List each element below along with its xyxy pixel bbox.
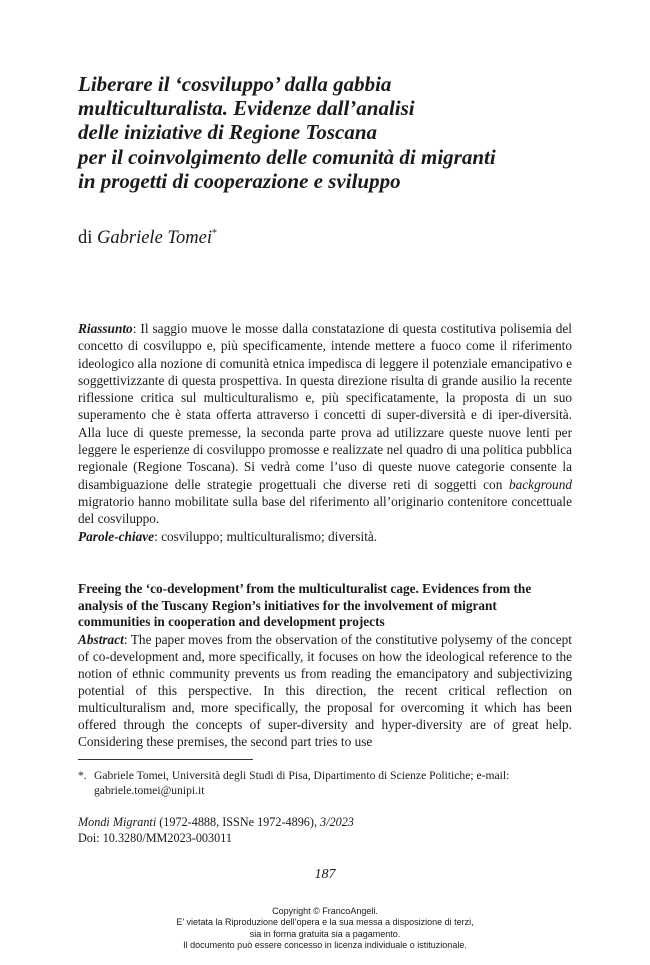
article-title bbox=[78, 72, 598, 193]
english-title: Freeing the ‘co-development’ from the multiculturalist cage. Evidences from the analysis of the Tuscany Region’s initiatives for the involvement of migrant communities in cooperation and development projects bbox=[78, 581, 532, 630]
journal-issn: (1972-4888, ISSNe 1972-4896), bbox=[156, 815, 321, 829]
title-line: per il coinvolgimento delle comunità di migranti bbox=[78, 144, 496, 169]
copyright-notice bbox=[0, 906, 650, 951]
keywords-label: Parole-chiave bbox=[78, 528, 155, 544]
copyright-line: Il documento può essere concesso in licenza individuale o istituzionale. bbox=[183, 939, 467, 950]
abstract-en-paragraph bbox=[78, 631, 572, 750]
author-name: Gabriele Tomei bbox=[97, 228, 212, 248]
abstract-en-label: Abstract bbox=[78, 632, 124, 647]
italian-abstract bbox=[78, 320, 572, 545]
abstract-it-italic-term: background bbox=[508, 476, 572, 492]
author-line bbox=[78, 228, 217, 249]
footnote-divider bbox=[78, 759, 253, 760]
english-abstract bbox=[78, 631, 572, 750]
journal-citation bbox=[78, 815, 354, 846]
author-footnote-marker[interactable]: * bbox=[211, 227, 217, 239]
footnote-email[interactable]: gabriele.tomei@unipi.it bbox=[94, 784, 205, 798]
abstract-it-label: Riassunto bbox=[78, 321, 133, 336]
title-line: multiculturalista. Evidenze dall’analisi bbox=[78, 96, 415, 121]
journal-issue: 3/2023 bbox=[320, 815, 354, 829]
author-prefix: di bbox=[78, 228, 93, 248]
abstract-it-text: : Il saggio muove le mosse dalla constatazione di questa costitutiva polisemia del concetto di cosviluppo e, più specificamente, intende mettere a fuoco come il riferimento ideologico alla nozione di comunità etnica impedisca di leggere il potenziale emancipativo e soggettivizzante di questa prospettiva. In questa direzione risulta di grande ausilio la recente riflessione critica sul multiculturalismo e, più specificatamente, la proposta di un suo superamento che è stata offerta attraverso i concetti di super-diversità e di iper-diversità. Alla luce di queste premesse, la seconda parte prova ad utilizzare queste nuove lenti per leggere le esperienze di cosviluppo promosse e realizzate nel quadro di una politica pubblica regionale (Regione Toscana). Si vedrà come l’uso di queste nuove categorie consente la disambiguazione delle strategie progettuali che diverse reti di soggetti con bbox=[78, 321, 572, 492]
footnote-affiliation: Gabriele Tomei, Università degli Studi di Pisa, Dipartimento di Scienze Politiche; e-mail: bbox=[94, 769, 510, 782]
abstract-it-text-end: migratorio hanno mobilitate sulla base del riferimento all’originario contenitore concettuale del cosviluppo. bbox=[78, 493, 572, 527]
page-number: 187 bbox=[314, 867, 336, 882]
abstract-en-text: : The paper moves from the observation of the constitutive polysemy of the concept of co-development and, more specifically, it focuses on how the ideological reference to the notion of ethnic community prevents us from reading the emancipatory and subjectivizing potential of this perspective. In this direction, the recent critical reflection on multiculturalism and, more specifically, the proposal for overcoming it which has been offered through the concepts of super-diversity and hyper-diversity are of great help. Considering these premises, the second part tries to use bbox=[78, 632, 572, 749]
journal-name: Mondi Migranti bbox=[78, 815, 157, 829]
footnote-mark: *. bbox=[78, 769, 87, 782]
footnote bbox=[78, 768, 572, 799]
title-line: in progetti di cooperazione e sviluppo bbox=[78, 168, 401, 193]
copyright-line: Copyright © FrancoAngeli. bbox=[272, 906, 378, 916]
keywords-it bbox=[78, 528, 572, 545]
journal-doi[interactable]: Doi: 10.3280/MM2023-003011 bbox=[78, 830, 232, 845]
copyright-line: sia in forma gratuita sia a pagamento. bbox=[249, 928, 401, 939]
abstract-it-paragraph bbox=[78, 320, 572, 528]
copyright-line: E’ vietata la Riproduzione dell’opera e la sua messa a disposizione di terzi, bbox=[176, 917, 474, 928]
keywords-text: : cosviluppo; multiculturalismo; diversità. bbox=[154, 528, 378, 544]
title-line: Liberare il ‘cosviluppo’ dalla gabbia bbox=[78, 72, 392, 96]
title-line: delle iniziative di Regione Toscana bbox=[78, 120, 378, 145]
